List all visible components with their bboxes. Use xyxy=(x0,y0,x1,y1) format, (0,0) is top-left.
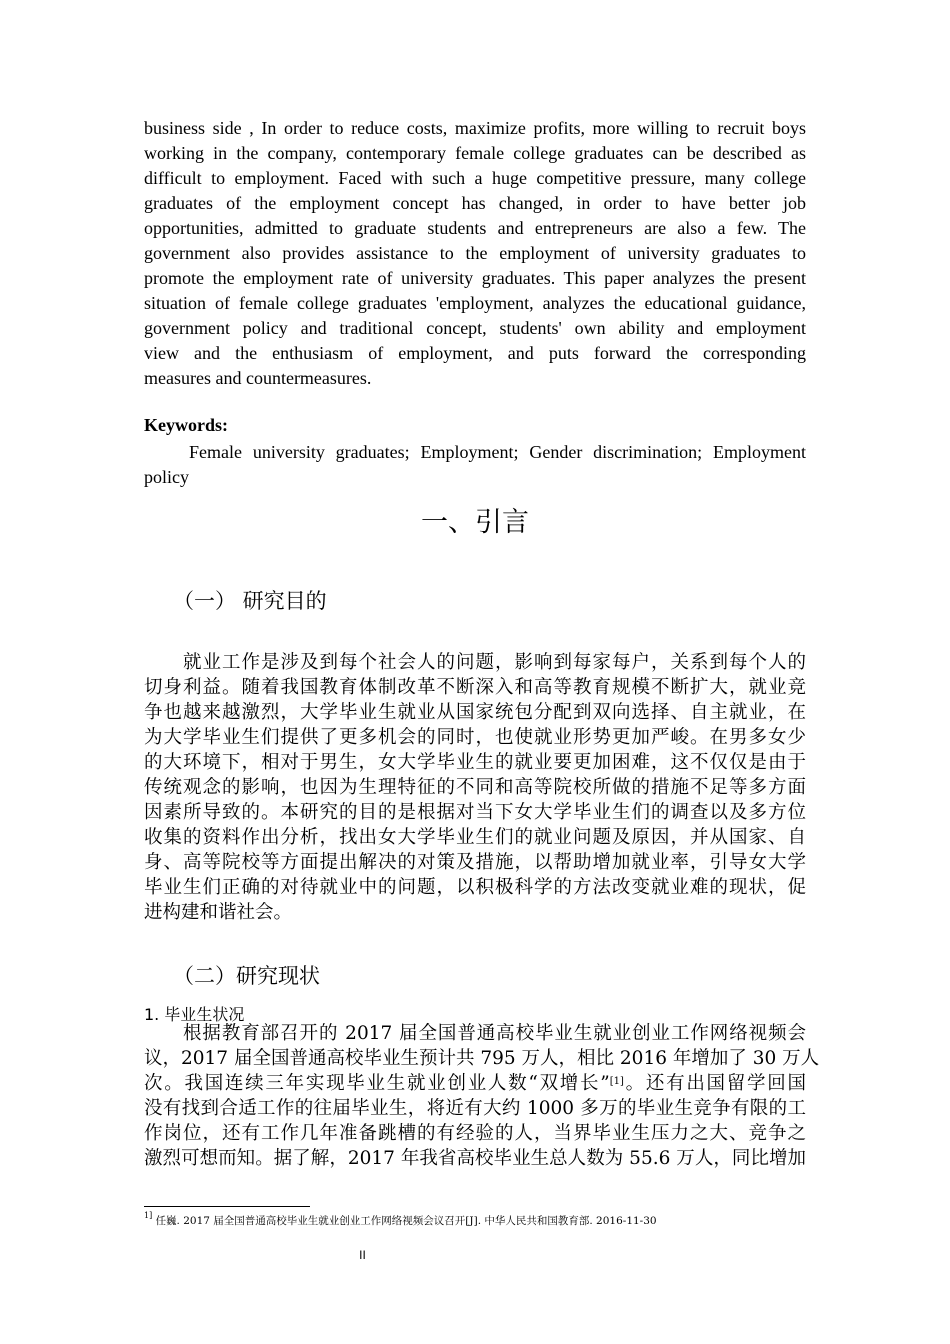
text-line: 进构建和谐社会。 xyxy=(144,902,293,923)
section-title-purpose: （一） 研究目的 xyxy=(173,589,327,613)
text-line: measures and countermeasures. xyxy=(144,368,372,388)
text-line: difficult to employment. Faced with such a huge competitive pressure, many college xyxy=(144,168,806,188)
chapter-title: 一、引言 xyxy=(421,507,529,538)
text-line: government policy and traditional concept, students' own ability and employment xyxy=(144,318,806,338)
text-line: policy xyxy=(144,467,189,487)
text-line: 没有找到合适工作的往届毕业生，将近有大约 1000 多万的毕业生竞争有限的工 xyxy=(144,1098,806,1119)
text-line: 作岗位，还有工作几年准备跳槽的有经验的人，当界毕业生压力之大、竞争之 xyxy=(144,1123,806,1144)
text-line: 争也越来越激烈，大学毕业生就业从国家统包分配到双向选择、自主就业，在 xyxy=(144,702,806,723)
text-line: graduates of the employment concept has changed, in order to have better job xyxy=(144,193,806,213)
section-status-body xyxy=(144,1021,820,1171)
keywords-label: Keywords: xyxy=(144,415,228,435)
text-line xyxy=(144,1071,806,1096)
text-line: 议，2017 届全国普通高校毕业生预计共 795 万人，相比 2016 年增加了 30 万人 xyxy=(144,1048,820,1069)
text-line: situation of female college graduates 'employment, analyzes the educational guidance, xyxy=(144,293,806,313)
section-purpose-body xyxy=(144,650,806,925)
text-line: 切身利益。随着我国教育体制改革不断深入和高等教育规模不断扩大，就业竞 xyxy=(144,677,806,698)
text-line: 根据教育部召开的 2017 届全国普通高校毕业生就业创业工作网络视频会 xyxy=(183,1023,806,1044)
text-line: 的大环境下，相对于男生，女大学毕业生的就业要更加困难，这不仅仅是由于 xyxy=(144,752,806,773)
text-line: 就业工作是涉及到每个社会人的问题，影响到每家每户，关系到每个人的 xyxy=(183,652,806,673)
footnote-divider xyxy=(144,1206,310,1207)
text-segment: 。还有出国留学回国 xyxy=(623,1073,806,1094)
text-line: 收集的资料作出分析，找出女大学毕业生们的就业问题及原因，并从国家、自 xyxy=(144,827,806,848)
text-line: 身、高等院校等方面提出解决的对策及措施，以帮助增加就业率，引导女大学 xyxy=(144,852,806,873)
text-segment: 次。我国连续三年实现毕业生就业创业人数“双增长” xyxy=(144,1073,610,1094)
text-line: 毕业生们正确的对待就业中的问题，以积极科学的方法改变就业难的现状，促 xyxy=(144,877,806,898)
text-line: 为大学毕业生们提供了更多机会的同时，也使就业形势更加严峻。在男多女少 xyxy=(144,727,806,748)
text-line: working in the company, contemporary female college graduates can be described as xyxy=(144,143,806,163)
text-line: Female university graduates; Employment; Gender discrimination; Employment xyxy=(189,442,806,462)
text-line: view and the enthusiasm of employment, and puts forward the corresponding xyxy=(144,343,806,363)
footnote xyxy=(144,1213,657,1228)
footnote-marker: 1] xyxy=(144,1211,153,1220)
text-line: 激烈可想而知。据了解，2017 年我省高校毕业生总人数为 55.6 万人，同比增加 xyxy=(144,1148,806,1169)
text-line: business side , In order to reduce costs, maximize profits, more willing to recruit boys xyxy=(144,118,806,138)
section-title-status: （二）研究现状 xyxy=(173,964,320,988)
text-line: promote the employment rate of university graduates. This paper analyzes the present xyxy=(144,268,806,288)
subsection-title: 1. 毕业生状况 xyxy=(144,1005,245,1024)
text-line: government also provides assistance to the employment of university graduates to xyxy=(144,243,806,263)
footnote-text: 任巍. 2017 届全国普通高校毕业生就业创业工作网络视频会议召开[J]. 中华人民共和国教育部. 2016-11-30 xyxy=(155,1215,657,1227)
text-line: 因素所导致的。本研究的目的是根据对当下女大学毕业生们的调查以及多方位 xyxy=(144,802,806,823)
abstract-english xyxy=(144,116,806,391)
text-line: opportunities, admitted to graduate students and entrepreneurs are also a few. The xyxy=(144,218,806,238)
page-number: II xyxy=(359,1248,366,1262)
text-line: 传统观念的影响，也因为生理特征的不同和高等院校所做的措施不足等多方面 xyxy=(144,777,806,798)
keywords-text xyxy=(144,440,806,490)
citation-ref[interactable]: [1] xyxy=(609,1076,624,1087)
